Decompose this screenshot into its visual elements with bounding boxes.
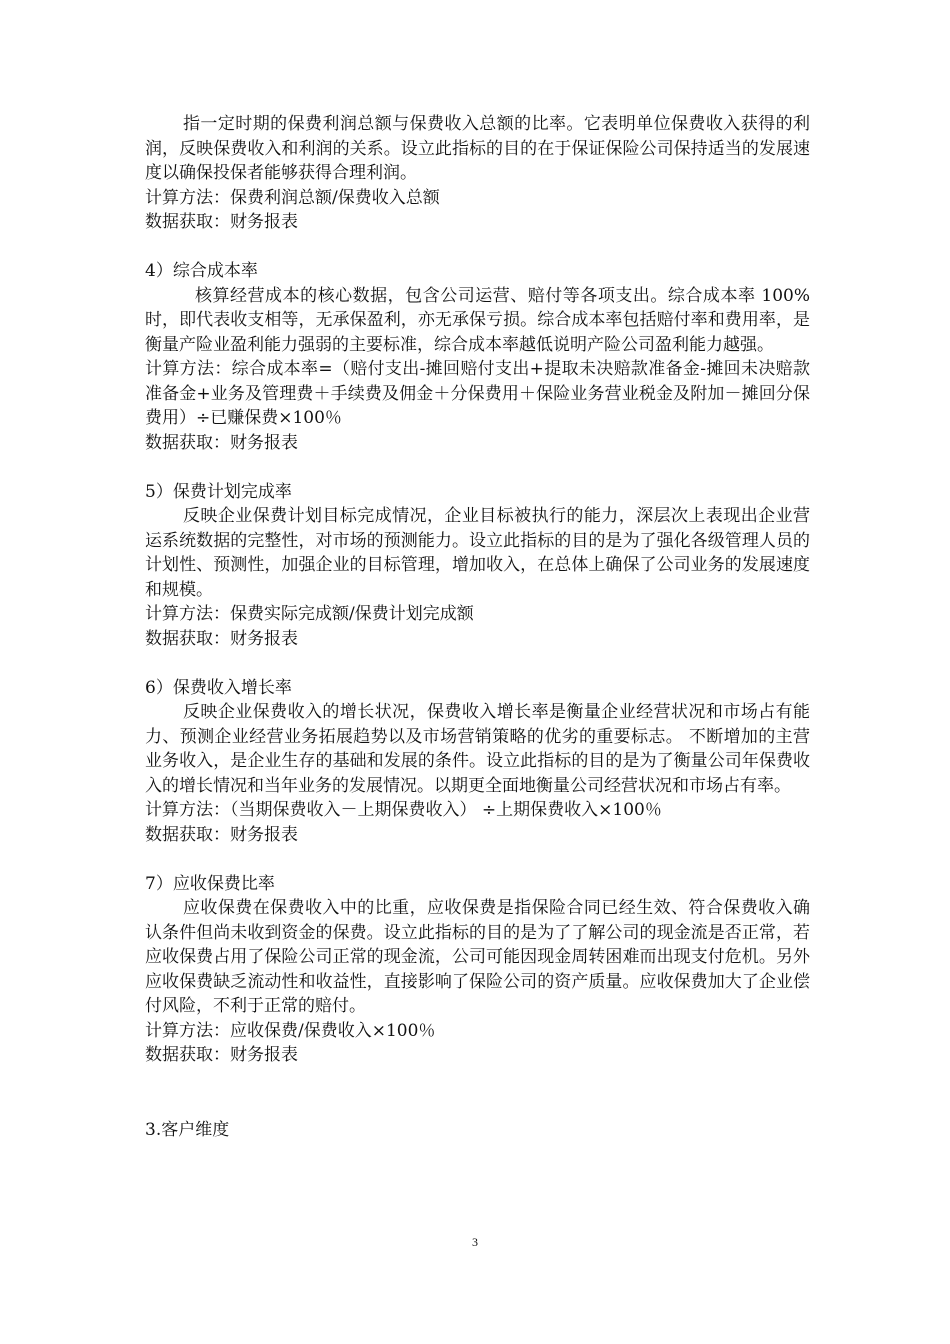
intro-source: 数据获取：财务报表 — [145, 212, 298, 232]
section-description: 反映企业保费计划目标完成情况，企业目标被执行的能力，深层次上表现出企业营运系统数据的完整性，对市场的预测能力。设立此指标的目的是为了强化各级管理人员的计划性、预测性，加强企业的目标管理，增加收入，在总体上确保了公司业务的发展速度和规模。 — [145, 506, 810, 600]
section-source: 数据获取：财务报表 — [145, 1045, 298, 1065]
page-content — [145, 112, 810, 1142]
section-heading-premium-growth-rate: 6）保费收入增长率 — [145, 677, 292, 698]
section-description: 应收保费在保费收入中的比重，应收保费是指保险合同已经生效、符合保费收入确认条件但尚未收到资金的保费。设立此指标的目的是为了了解公司的现金流是否正常，若应收保费占用了保险公司正常的现金流，公司可能因现金周转困难而出现支付危机。另外应收保费缺乏流动性和收益性，直接影响了保险公司的资产质量。应收保费加大了企业偿付风险，不利于正常的赔付。 — [145, 898, 810, 1016]
section-heading-combined-cost-ratio: 4）综合成本率 — [145, 261, 258, 281]
intro-formula: 计算方法：保费利润总额/保费收入总额 — [145, 187, 440, 208]
page-number: 3 — [472, 1235, 478, 1249]
section-heading-premium-plan-completion: 5）保费计划完成率 — [145, 481, 292, 502]
intro-description: 指一定时期的保费利润总额与保费收入总额的比率。它表明单位保费收入获得的利润，反映保费收入和利润的关系。设立此指标的目的在于保证保险公司保持适当的发展速度以确保投保者能够获得合理利润。 — [145, 114, 810, 183]
section-heading-receivable-premium-ratio: 7）应收保费比率 — [145, 873, 275, 894]
section-description: 核算经营成本的核心数据，包含公司运营、赔付等各项支出。综合成本率 100%时，即代表收支相等，无承保盈利，亦无承保亏损。综合成本率包括赔付率和费用率，是衡量产险业盈利能力强弱的主要标准，综合成本率越低说明产险公司盈利能力越强。 — [145, 285, 810, 355]
section-description: 反映企业保费收入的增长状况，保费收入增长率是衡量企业经营状况和市场占有能力、预测企业经营业务拓展趋势以及市场营销策略的优劣的重要标志。 不断增加的主营业务收入，是企业生存的基础和发展的条件。设立此指标的目的是为了衡量公司年保费收入的增长情况和当年业务的发展情况。以期更全面地衡量公司经营状况和市场占有率。 — [145, 702, 810, 796]
section-heading-customer-dimension: 3.客户维度 — [145, 1119, 230, 1140]
section-source: 数据获取：财务报表 — [145, 628, 298, 649]
section-formula: 计算方法：综合成本率=（赔付支出-摊回赔付支出+提取未决赔款准备金-摊回未决赔款准备金+业务及管理费＋手续费及佣金＋分保费用＋保险业务营业税金及附加－摊回分保费用）÷已赚保费×100％ — [145, 359, 810, 428]
section-formula: 计算方法：保费实际完成额/保费计划完成额 — [145, 604, 474, 624]
section-formula: 计算方法：（当期保费收入－上期保费收入） ÷上期保费收入×100％ — [145, 800, 662, 820]
section-source: 数据获取：财务报表 — [145, 824, 298, 845]
section-formula: 计算方法：应收保费/保费收入×100％ — [145, 1020, 436, 1041]
section-source: 数据获取：财务报表 — [145, 432, 298, 453]
